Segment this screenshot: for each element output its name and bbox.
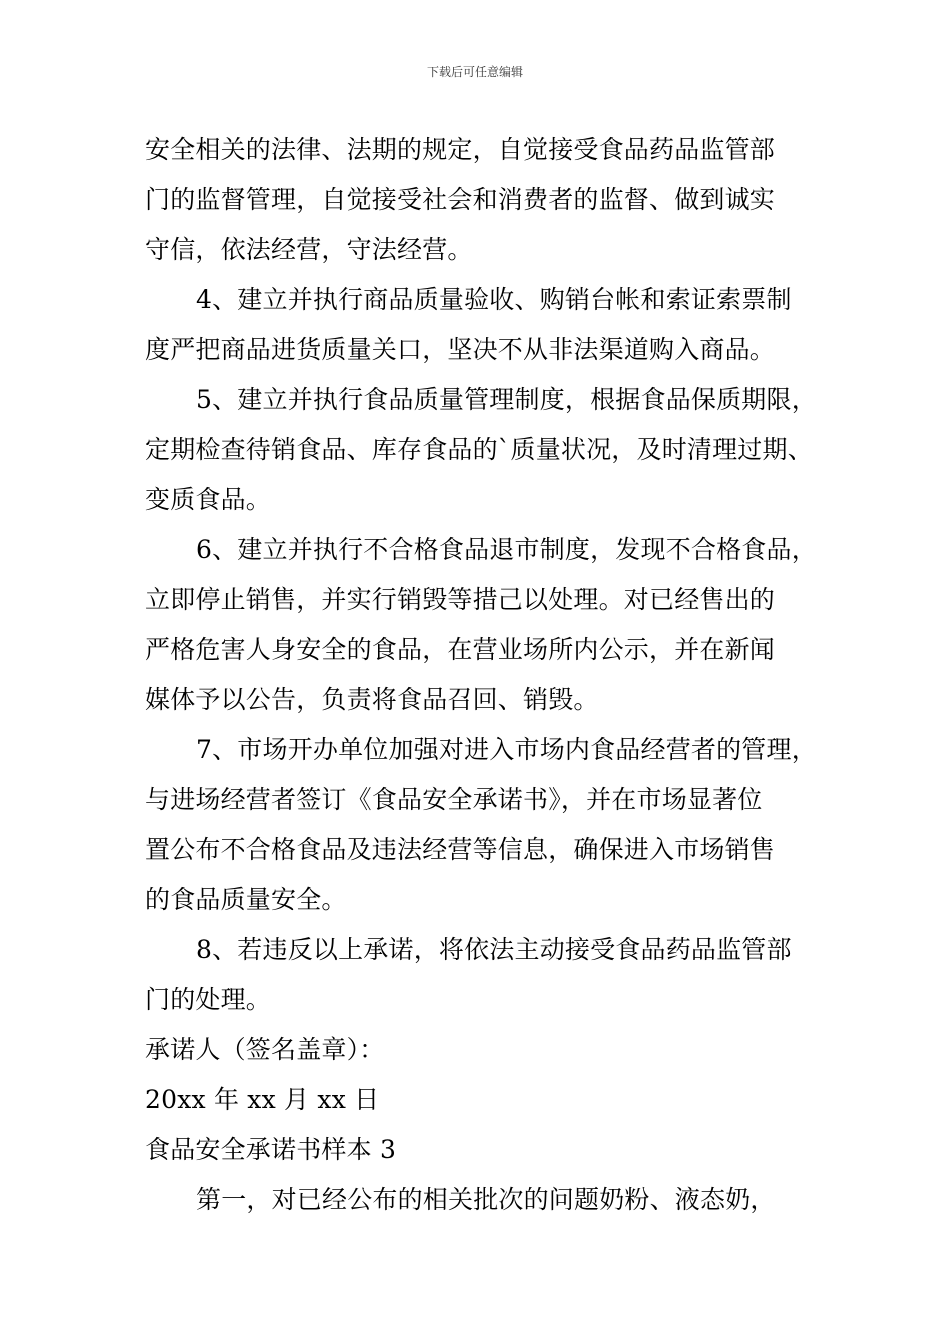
section-title: 食品安全承诺书样本 3 bbox=[145, 1135, 397, 1164]
text-line: 媒体予以公告，负责将食品召回、销毁。 bbox=[145, 685, 599, 714]
text-line: 第一，对已经公布的相关批次的问题奶粉、液态奶， bbox=[196, 1185, 776, 1214]
text-line: 守信，依法经营，守法经营。 bbox=[145, 235, 473, 264]
text-line: 门的处理。 bbox=[145, 985, 272, 1014]
document-body bbox=[145, 125, 825, 1225]
text-line: 安全相关的法律、法期的规定，自觉接受食品药品监管部 bbox=[145, 135, 776, 164]
text-line: 置公布不合格食品及违法经营等信息，确保进入市场销售 bbox=[145, 835, 776, 864]
text-line: 变质食品。 bbox=[145, 485, 272, 514]
text-line: 7、市场开办单位加强对进入市场内食品经营者的管理， bbox=[196, 735, 817, 764]
date-line: 20xx 年 xx 月 xx 日 bbox=[145, 1085, 380, 1114]
text-line: 5、建立并执行食品质量管理制度，根据食品保质期限， bbox=[196, 385, 817, 414]
text-line: 严格危害人身安全的食品，在营业场所内公示，并在新闻 bbox=[145, 635, 776, 664]
text-line: 与进场经营者签订《食品安全承诺书》，并在市场显著位 bbox=[145, 785, 763, 814]
text-line: 4、建立并执行商品质量验收、购销台帐和索证索票制 bbox=[196, 285, 792, 314]
text-line: 门的监督管理，自觉接受社会和消费者的监督、做到诚实 bbox=[145, 185, 776, 214]
page-header: 下载后可任意编辑 bbox=[426, 65, 523, 79]
text-line: 6、建立并执行不合格食品退市制度，发现不合格食品， bbox=[196, 535, 817, 564]
text-line: 立即停止销售，并实行销毁等措己以处理。对已经售出的 bbox=[145, 585, 776, 614]
text-line: 度严把商品进货质量关口，坚决不从非法渠道购入商品。 bbox=[145, 335, 776, 364]
text-line: 8、若违反以上承诺，将依法主动接受食品药品监管部 bbox=[196, 935, 792, 964]
text-line: 定期检查待销食品、库存食品的`质量状况，及时清理过期、 bbox=[145, 435, 813, 464]
signature-line: 承诺人（签名盖章）： bbox=[145, 1035, 385, 1064]
text-line: 的食品质量安全。 bbox=[145, 885, 347, 914]
